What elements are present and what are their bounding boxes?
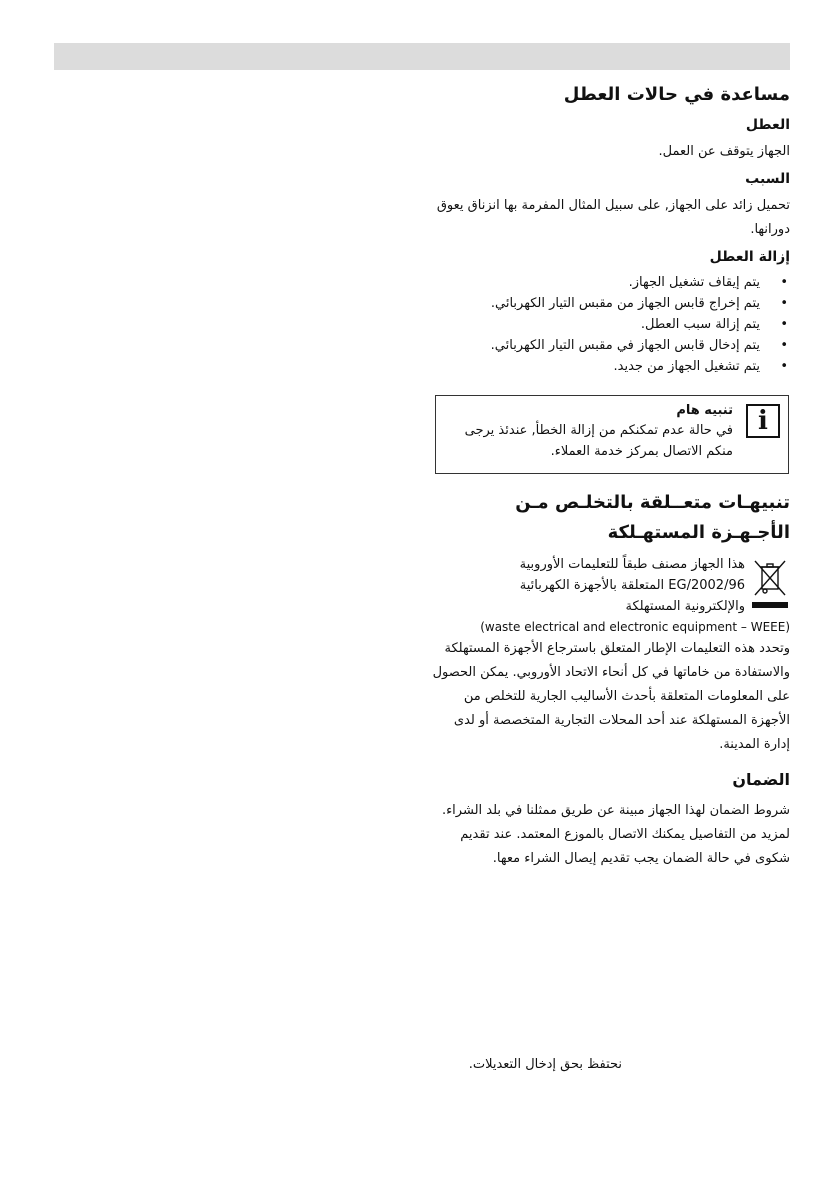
weee-line-1: هذا الجهاز مصنف طبقاً للتعليمات الأوروبية: [519, 557, 745, 572]
weee-line-3: والإلكترونية المستهلكة: [625, 599, 745, 614]
help-section: [432, 84, 790, 377]
cause-text: تحميل زائد على الجهاز, على سبيل المثال المفرمة بها انزناق يعوق دورانها.: [436, 198, 790, 237]
note-text: في حالة عدم تمكنكم من إزالة الخطأ, عندئذ يرجى منكم الاتصال بمركز خدمة العملاء.: [464, 423, 733, 459]
weee-line-2: 2002/96/EG المتعلقة بالأجهزة الكهربائية: [519, 578, 745, 593]
disposal-title-line-1: تنبيهـات متعــلقة بالتخلـص مـن: [515, 492, 790, 513]
list-item: • يتم إخراج قابس الجهاز من مقبس التيار الكهربائي.: [490, 296, 788, 311]
list-item: • يتم إدخال قابس الجهاز في مقبس التيار الكهربائي.: [490, 338, 788, 353]
header-bar: [54, 43, 790, 70]
warranty-title: الضمان: [732, 770, 790, 789]
list-item: • يتم إيقاف تشغيل الجهاز.: [628, 275, 788, 290]
list-item: • يتم إزالة سبب العطل.: [640, 317, 788, 332]
important-note-box: [435, 395, 789, 474]
disposal-section: [432, 488, 790, 871]
remedy-list: [432, 272, 790, 377]
fault-label: العطل: [745, 117, 790, 133]
cause-label: السبب: [745, 171, 790, 187]
fault-text: الجهاز يتوقف عن العمل.: [658, 144, 790, 159]
footer-note: نحتفظ بحق إدخال التعديلات.: [468, 1057, 622, 1072]
help-title: مساعدة في حالات العطل: [563, 84, 790, 105]
warranty-text: شروط الضمان لهذا الجهاز مبينة عن طريق ممثلنا في بلد الشراء. لمزيد من التفاصيل يمكنك الاتصال بالموزع المعتمد. عند تقديم شكوى في حالة الضمان يجب تقديم إيصال الشراء معها.: [441, 803, 790, 866]
list-item: • يتم تشغيل الجهاز من جديد.: [613, 359, 788, 374]
remedy-label: إزالة العطل: [709, 249, 790, 265]
disposal-title-line-2: الأجـهـزة المستهـلكة: [607, 522, 790, 543]
note-title: تنبيه هام: [676, 403, 733, 418]
weee-english: (waste electrical and electronic equipment – WEEE): [480, 620, 790, 634]
info-icon: i: [746, 404, 780, 438]
crossed-out-wheelie-bin-icon: [752, 557, 788, 609]
weee-text: وتحدد هذه التعليمات الإطار المتعلق باسترجاع الأجهزة المستهلكة والاستفادة من خاماتها في كل أنحاء الاتحاد الأوروبي. يمكن الحصول على المعلومات المتعلقة بأحدث الأساليب الجارية للتخلص من الأجهزة المستهلكة عند أحد المحلات التجارية المتخصصة أو لدى إدارة المدينة.: [432, 641, 790, 752]
